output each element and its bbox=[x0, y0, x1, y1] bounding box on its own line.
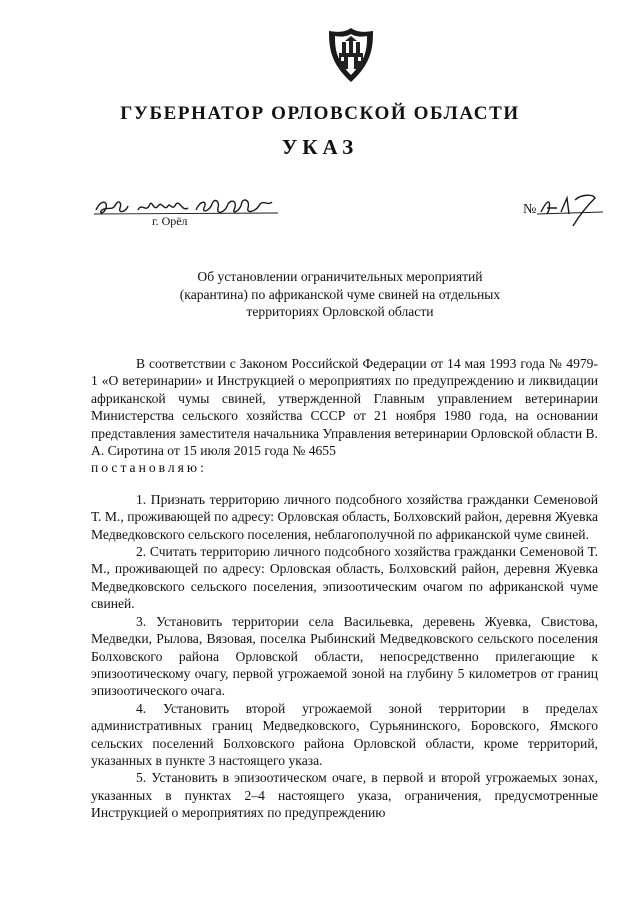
decree-title bbox=[140, 268, 540, 321]
preamble-text: В соответствии с Законом Российской Федерации от 14 мая 1993 года № 4979-1 «О ветеринарии» и Инструкцией о мероприятиях по предупреждению и ликвидации африканской чумы свиней, утвержденной Главным управлением ветеринарии Министерства сельского хозяйства СССР от 21 ноября 1980 года, на основании представления заместителя начальника Управления ветеринарии Орловской области В. А. Сиротина от 15 июля 2015 года № 4655 bbox=[91, 356, 598, 459]
city-label: г. Орёл bbox=[152, 214, 188, 228]
handwritten-number-signature bbox=[537, 190, 607, 228]
decree-body bbox=[91, 355, 598, 822]
decree-title-line: (карантина) по африканской чуме свиней на отдельных bbox=[179, 286, 501, 302]
decree-item: 1. Признать территорию личного подсобного хозяйства гражданки Семеновой Т. М., проживающей по адресу: Орловская область, Болховский район, деревня Жуевка Медведковского сельского поселения, неблагополучной по африканской чуме свиней. bbox=[91, 491, 598, 542]
decree-item: 5. Установить в эпизоотическом очаге, в первой и второй угрожаемых зонах, указанных в пунктах 2–4 настоящего указа, ограничения, предусмотренные Инструкцией о мероприятиях по предупреждению bbox=[91, 770, 598, 821]
decree-item: 4. Установить второй угрожаемой зоной территории в пределах административных границ Медведковского, Сурьянинского, Боровского, Ямского сельских поселений Болховского района Орловской области, кроме территорий, указанных в пункте 3 настоящего указа. bbox=[91, 700, 598, 768]
decree-item: 2. Считать территорию личного подсобного хозяйства гражданки Семеновой Т. М., проживающей по адресу: Орловская область, Болховский район, деревня Жуевка Медведковского сельского поселения, эпизоотическим очагом по африканской чуме свиней. bbox=[91, 544, 598, 612]
decree-title-line: территориях Орловской области bbox=[246, 304, 434, 319]
document-type: УКАЗ bbox=[281, 135, 359, 159]
coat-of-arms-emblem bbox=[326, 27, 376, 83]
decree-title-line: Об установлении ограничительных мероприятий bbox=[197, 269, 483, 284]
number-label: № bbox=[523, 202, 537, 217]
issuing-authority: ГУБЕРНАТОР ОРЛОВСКОЙ ОБЛАСТИ bbox=[120, 103, 520, 124]
decree-item: 3. Установить территории села Васильевка, деревень Жуевка, Свистова, Медведки, Рылова, Вязовая, поселка Рыбинский Медведковского сельского поселения Болховского района Орловской области, непосредственно прилегающие к эпизоотическому очагу, первой угрожаемой зоной на глубину 5 километров от границ эпизоотического очага. bbox=[91, 613, 598, 699]
decree-word: постановляю: bbox=[91, 460, 207, 476]
preamble-paragraph bbox=[91, 355, 598, 477]
